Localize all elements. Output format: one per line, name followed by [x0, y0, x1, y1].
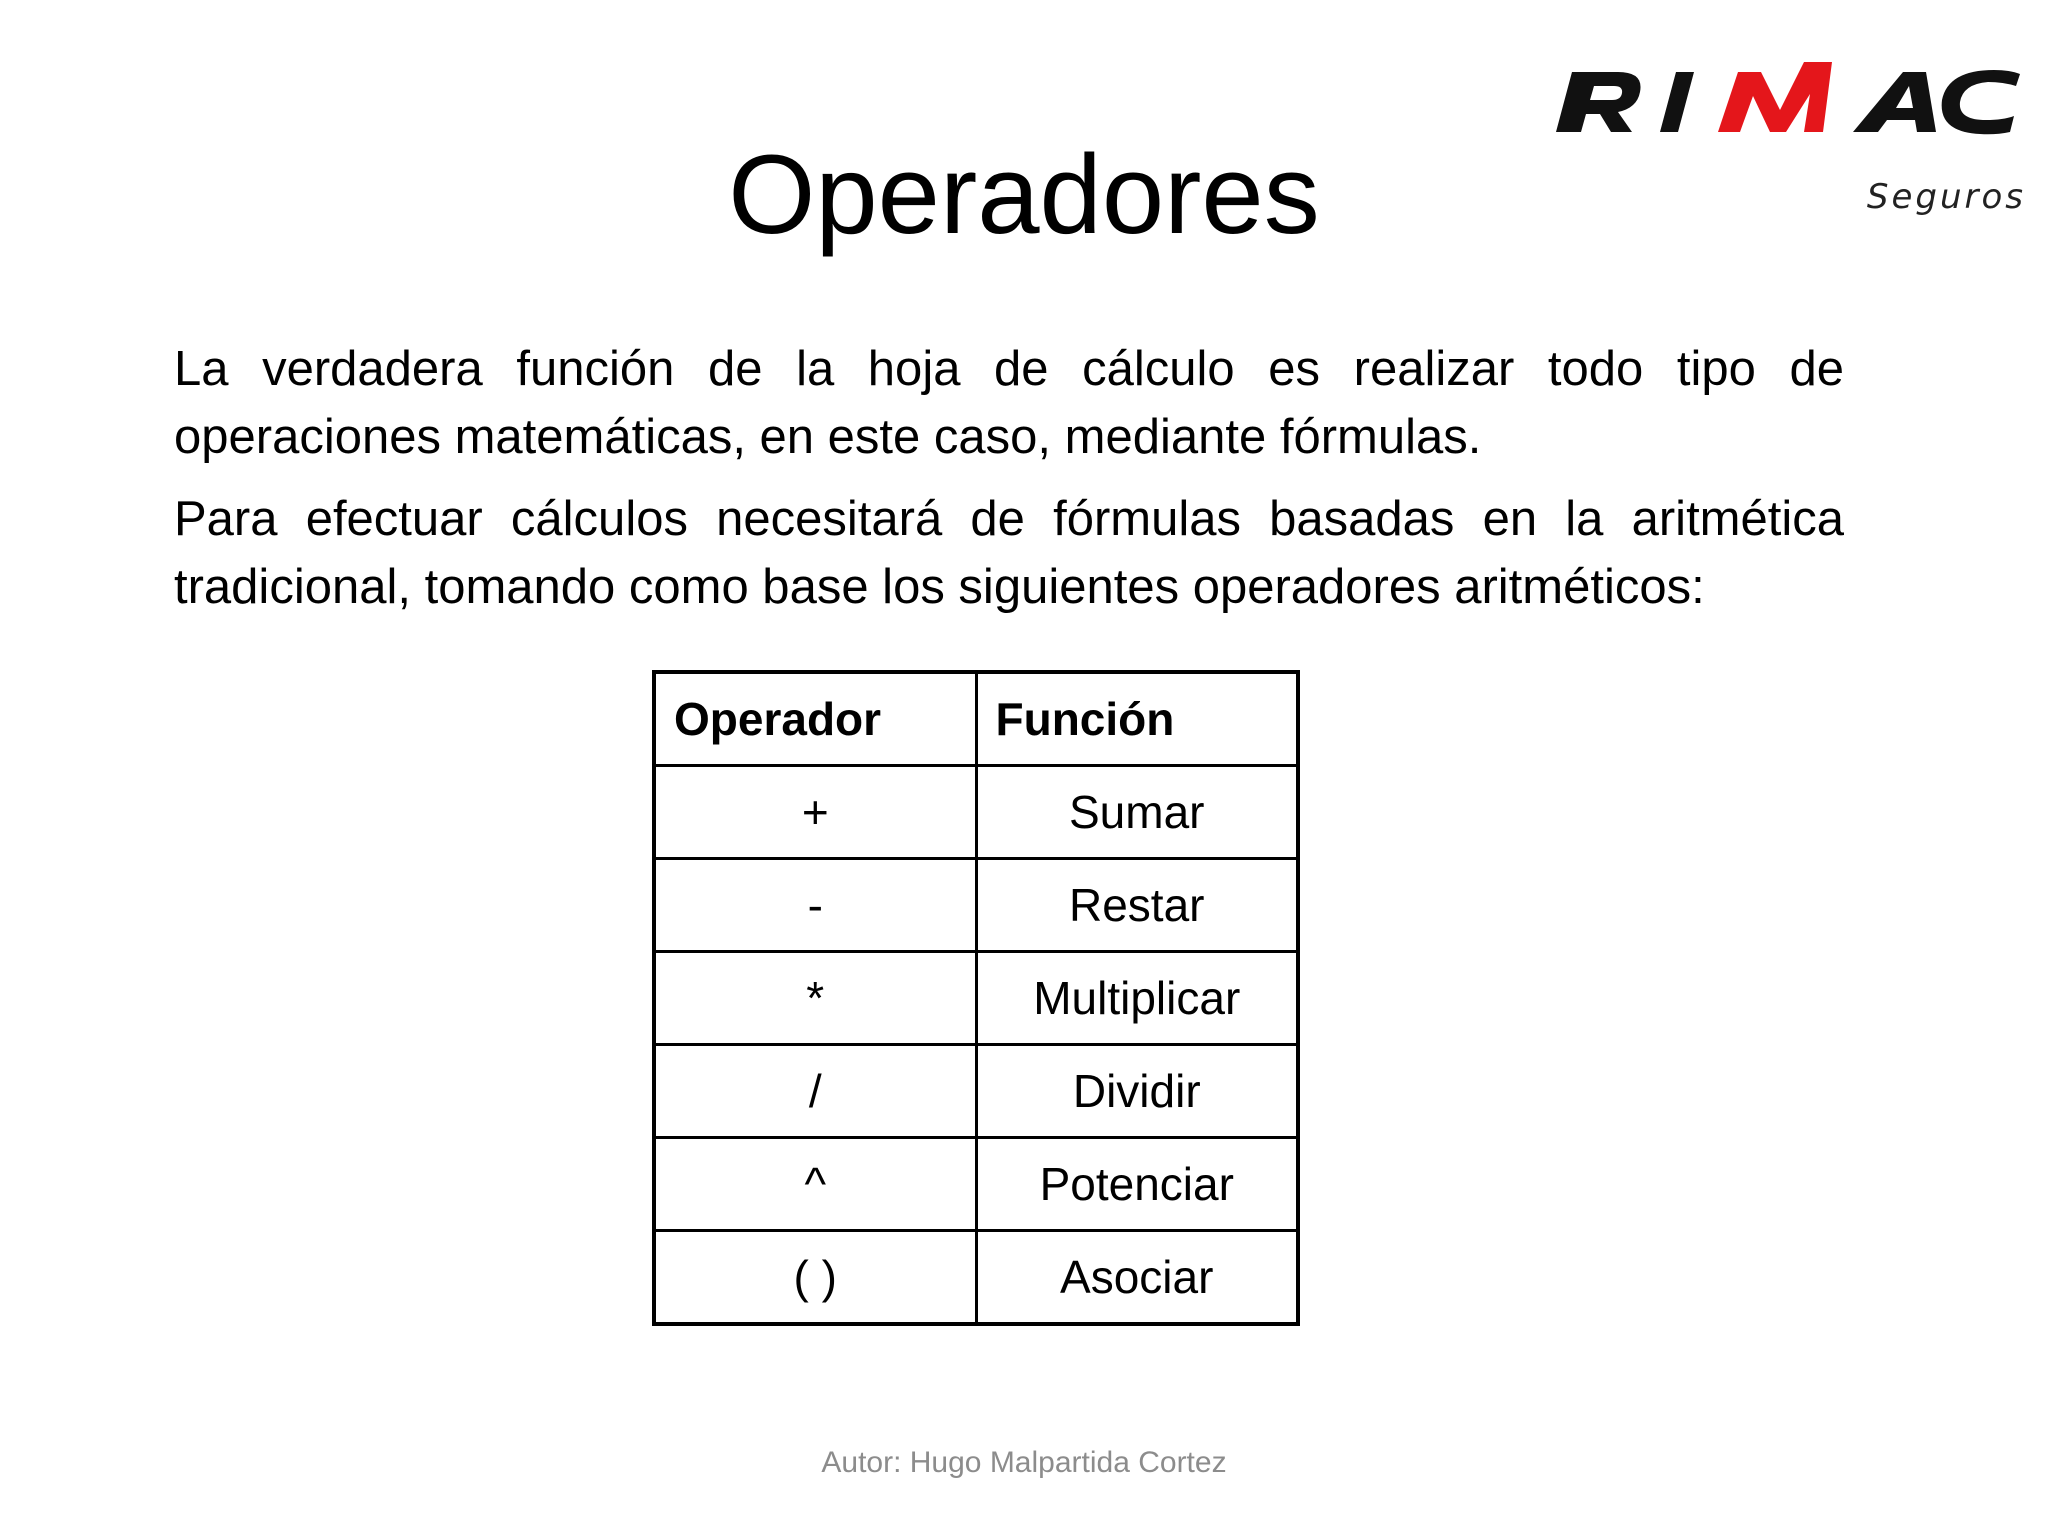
header-funcion: Función — [976, 672, 1298, 766]
operator-cell: - — [654, 859, 976, 952]
body-text — [174, 335, 1844, 635]
function-cell: Potenciar — [976, 1138, 1298, 1231]
table-row — [654, 859, 1298, 952]
table-row — [654, 1231, 1298, 1325]
function-cell: Multiplicar — [976, 952, 1298, 1045]
function-cell: Restar — [976, 859, 1298, 952]
table-row — [654, 1138, 1298, 1231]
operators-table — [652, 670, 1300, 1326]
function-cell: Dividir — [976, 1045, 1298, 1138]
table-row — [654, 766, 1298, 859]
function-cell: Sumar — [976, 766, 1298, 859]
operator-cell: / — [654, 1045, 976, 1138]
logo-subtitle: Seguros — [1866, 177, 2026, 217]
operator-cell: + — [654, 766, 976, 859]
paragraph-2: Para efectuar cálculos necesitará de fórmulas basadas en la aritmética tradicional, tomando como base los siguientes operadores aritméticos: — [174, 492, 1844, 614]
header-operador: Operador — [654, 672, 976, 766]
operator-cell: ^ — [654, 1138, 976, 1231]
paragraph-1: La verdadera función de la hoja de cálculo es realizar todo tipo de operaciones matemáticas, en este caso, mediante fórmulas. — [174, 342, 1844, 464]
table-header-row — [654, 672, 1298, 766]
author-footer: Autor: Hugo Malpartida Cortez — [821, 1446, 1227, 1479]
operator-cell: ( ) — [654, 1231, 976, 1325]
table-row — [654, 1045, 1298, 1138]
table-row — [654, 952, 1298, 1045]
operator-cell: * — [654, 952, 976, 1045]
function-cell: Asociar — [976, 1231, 1298, 1325]
page-title: Operadores — [728, 132, 1320, 257]
